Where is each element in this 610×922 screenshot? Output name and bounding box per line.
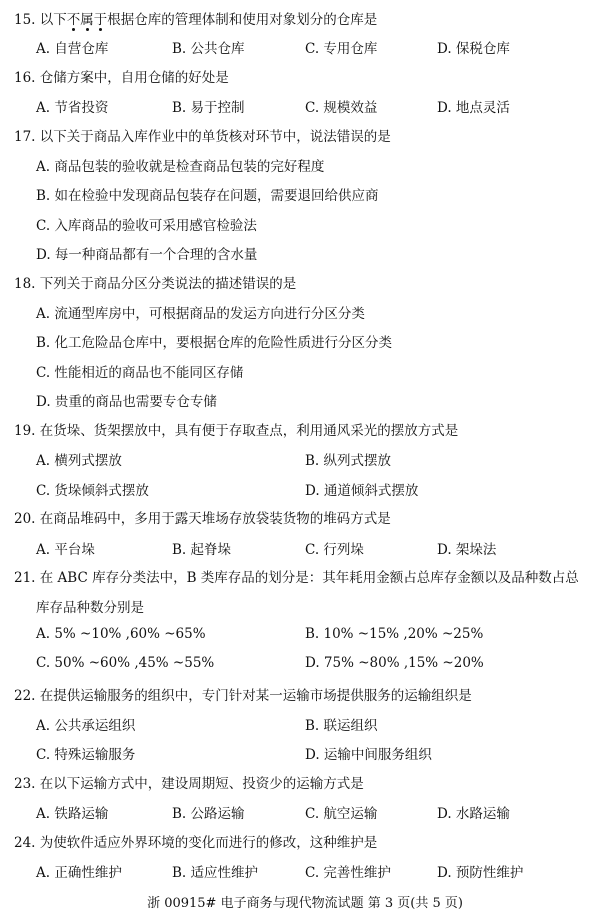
q15-option-c: C. 专用仓库 bbox=[305, 41, 378, 57]
q18-option-b: B. 化工危险品仓库中，要根据仓库的危险性质进行分区分类 bbox=[36, 335, 393, 351]
q20-option-c: C. 行列垛 bbox=[305, 542, 364, 558]
q23-option-a: A. 铁路运输 bbox=[36, 806, 109, 822]
question-23-stem: 23. 在以下运输方式中，建设周期短、投资少的运输方式是 bbox=[14, 776, 364, 792]
q16-option-b: B. 易于控制 bbox=[172, 100, 245, 116]
stem-text: 根据仓库的管理体制和使用对象划分的仓库是 bbox=[107, 12, 378, 28]
q21-option-b: B. 10% ~15% ,20% ~25% bbox=[305, 626, 484, 642]
q17-option-b: B. 如在检验中发现商品包装存在问题，需要退回给供应商 bbox=[36, 188, 379, 204]
q24-option-d: D. 预防性维护 bbox=[437, 865, 524, 881]
emphasis-char: 属 bbox=[80, 12, 94, 28]
question-20-stem: 20. 在商品堆码中，多用于露天堆场存放袋装货物的堆码方式是 bbox=[14, 511, 391, 527]
q17-option-a: A. 商品包装的验收就是检查商品包装的完好程度 bbox=[36, 159, 325, 175]
emphasis-char: 不 bbox=[66, 12, 81, 28]
q20-option-b: B. 起脊垛 bbox=[172, 542, 232, 558]
q21-option-c: C. 50% ~60% ,45% ~55% bbox=[36, 655, 215, 671]
q19-option-c: C. 货垛倾斜式摆放 bbox=[36, 483, 149, 499]
question-19-stem: 19. 在货垛、货架摆放中，具有便于存取查点，利用通风采光的摆放方式是 bbox=[14, 423, 459, 439]
q17-option-c: C. 入库商品的验收可采用感官检验法 bbox=[36, 218, 257, 234]
q23-option-c: C. 航空运输 bbox=[305, 806, 378, 822]
q16-option-c: C. 规模效益 bbox=[305, 100, 378, 116]
question-21-stem-continued: 库存品种数分别是 bbox=[36, 600, 144, 616]
stem-text: 15. 以下 bbox=[14, 12, 67, 28]
q21-option-a: A. 5% ~10% ,60% ~65% bbox=[36, 626, 206, 642]
q17-option-d: D. 每一种商品都有一个合理的含水量 bbox=[36, 247, 258, 263]
q16-option-d: D. 地点灵活 bbox=[437, 100, 510, 116]
q15-option-b: B. 公共仓库 bbox=[172, 41, 245, 57]
q23-option-b: B. 公路运输 bbox=[172, 806, 245, 822]
q24-option-a: A. 正确性维护 bbox=[36, 865, 122, 881]
question-18-stem: 18. 下列关于商品分区分类说法的描述错误的是 bbox=[14, 276, 297, 292]
question-24-stem: 24. 为使软件适应外界环境的变化而进行的修改，这种维护是 bbox=[14, 835, 378, 851]
q22-option-c: C. 特殊运输服务 bbox=[36, 747, 136, 763]
q15-option-a: A. 自营仓库 bbox=[36, 41, 109, 57]
q15-option-d: D. 保税仓库 bbox=[437, 41, 510, 57]
q19-option-b: B. 纵列式摆放 bbox=[305, 453, 392, 469]
page-footer: 浙 00915# 电子商务与现代物流试题 第 3 页(共 5 页) bbox=[147, 896, 463, 911]
q18-option-a: A. 流通型库房中，可根据商品的发运方向进行分区分类 bbox=[36, 306, 365, 322]
q20-option-d: D. 架垛法 bbox=[437, 542, 497, 558]
question-17-stem: 17. 以下关于商品入库作业中的单货核对环节中，说法错误的是 bbox=[14, 129, 391, 145]
q23-option-d: D. 水路运输 bbox=[437, 806, 510, 822]
q19-option-a: A. 横列式摆放 bbox=[36, 453, 122, 469]
q19-option-d: D. 通道倾斜式摆放 bbox=[305, 483, 419, 499]
q22-option-a: A. 公共承运组织 bbox=[36, 718, 136, 734]
q18-option-d: D. 贵重的商品也需要专仓专储 bbox=[36, 394, 217, 410]
q24-option-b: B. 适应性维护 bbox=[172, 865, 259, 881]
q18-option-c: C. 性能相近的商品也不能同区存储 bbox=[36, 365, 244, 381]
question-22-stem: 22. 在提供运输服务的组织中，专门针对某一运输市场提供服务的运输组织是 bbox=[14, 688, 472, 704]
q22-option-b: B. 联运组织 bbox=[305, 718, 378, 734]
question-15-stem bbox=[14, 9, 377, 31]
question-21-stem: 21. 在 ABC 库存分类法中，B 类库存品的划分是：其年耗用金额占总库存金额以及品种数占总 bbox=[14, 570, 579, 586]
q21-option-d: D. 75% ~80% ,15% ~20% bbox=[305, 655, 484, 671]
emphasis-char: 于 bbox=[93, 12, 108, 28]
q16-option-a: A. 节省投资 bbox=[36, 100, 109, 116]
question-16-stem: 16. 仓储方案中，自用仓储的好处是 bbox=[14, 70, 229, 86]
q20-option-a: A. 平台垛 bbox=[36, 542, 95, 558]
q24-option-c: C. 完善性维护 bbox=[305, 865, 391, 881]
q22-option-d: D. 运输中间服务组织 bbox=[305, 747, 432, 763]
